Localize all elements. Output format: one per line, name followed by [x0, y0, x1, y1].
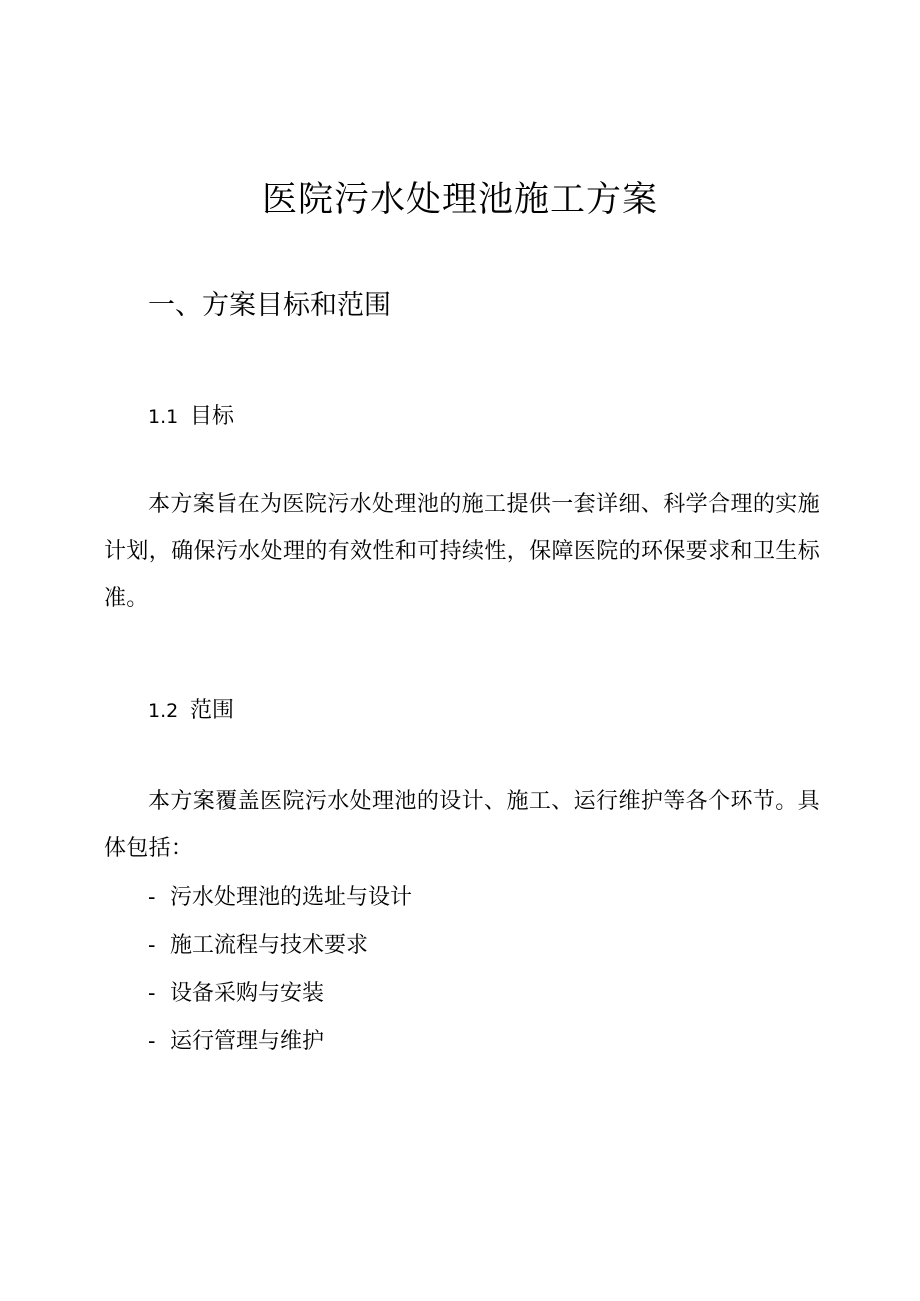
list-item [148, 970, 412, 1018]
list-item [148, 1018, 412, 1066]
subsection-number: 1.2 [148, 700, 179, 722]
list-dash: - [148, 981, 156, 1006]
list-item [148, 922, 412, 970]
subsection-number: 1.1 [148, 406, 179, 428]
subsection-label: 目标 [190, 404, 235, 429]
paragraph-goal: 本方案旨在为医院污水处理池的施工提供一套详细、科学合理的实施计划，确保污水处理的有效性和可持续性，保障医院的环保要求和卫生标准。 [104, 492, 820, 611]
scope-list [148, 874, 412, 1066]
document-title: 医院污水处理池施工方案 [261, 180, 658, 220]
paragraph-scope: 本方案覆盖医院污水处理池的设计、施工、运行维护等各个环节。具体包括： [104, 789, 820, 861]
list-item-text: 运行管理与维护 [170, 1029, 325, 1054]
subsection-heading-1-2 [148, 696, 234, 726]
list-dash: - [148, 933, 156, 958]
list-item-text: 设备采购与安装 [170, 981, 325, 1006]
list-dash: - [148, 885, 156, 910]
section-heading-1: 一、方案目标和范围 [148, 290, 391, 321]
list-dash: - [148, 1029, 156, 1054]
list-item-text: 施工流程与技术要求 [170, 933, 369, 958]
list-item-text: 污水处理池的选址与设计 [170, 885, 413, 910]
subsection-label: 范围 [190, 698, 235, 723]
list-item [148, 874, 412, 922]
subsection-heading-1-1 [148, 402, 234, 432]
